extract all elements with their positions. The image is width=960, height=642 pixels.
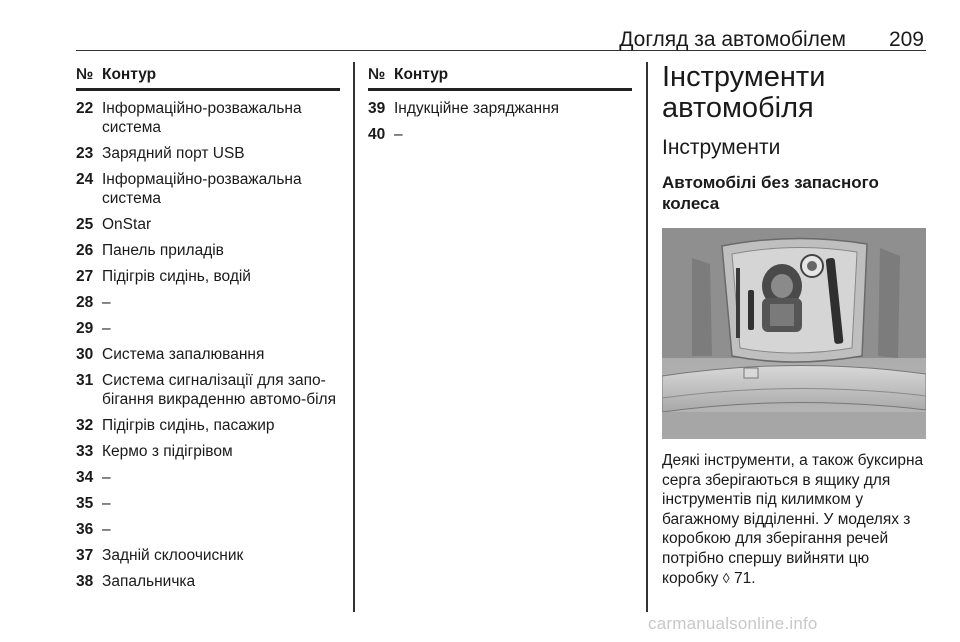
table-body bbox=[76, 99, 340, 591]
circuit-name: Підігрів сидінь, пасажир bbox=[102, 417, 275, 434]
table-row bbox=[76, 215, 340, 234]
fuse-number: 38 bbox=[76, 573, 94, 590]
fuse-table-right bbox=[368, 62, 632, 144]
circuit-name: – bbox=[394, 126, 403, 143]
circuit-name: – bbox=[102, 320, 111, 337]
page-reference[interactable]: 71. bbox=[733, 569, 756, 587]
col-name-header: Контур bbox=[102, 66, 157, 83]
fuse-number: 25 bbox=[76, 216, 94, 233]
circuit-name: – bbox=[102, 294, 111, 311]
fuse-number: 27 bbox=[76, 268, 94, 285]
circuit-name: Система запалювання bbox=[102, 346, 265, 363]
circuit-name: Система сигналізації для запо-бігання викраденню автомо-біля bbox=[102, 372, 336, 408]
table-body bbox=[368, 99, 632, 144]
fuse-number: 37 bbox=[76, 547, 94, 564]
circuit-name: – bbox=[102, 495, 111, 512]
watermark: carmanualsonline.info bbox=[648, 614, 818, 633]
circuit-name: Індукційне заряджання bbox=[394, 100, 560, 117]
fuse-number: 33 bbox=[76, 443, 94, 460]
fuse-number: 26 bbox=[76, 242, 94, 259]
table-row bbox=[76, 494, 340, 513]
table-row bbox=[76, 345, 340, 364]
page-number: 209 bbox=[888, 28, 924, 51]
fuse-number: 40 bbox=[368, 126, 386, 143]
subsection-heading: Інструменти bbox=[662, 136, 781, 159]
circuit-name: Підігрів сидінь, водій bbox=[102, 268, 251, 285]
col-num-header: № bbox=[76, 66, 94, 83]
circuit-name: Панель приладів bbox=[102, 242, 224, 259]
fuse-number: 39 bbox=[368, 100, 386, 117]
section-heading: Інструменти автомобіля bbox=[662, 61, 826, 124]
fuse-number: 31 bbox=[76, 372, 94, 389]
table-header bbox=[368, 62, 632, 91]
description-text: Деякі інструменти, а також буксирна серга зберігаються в ящику для інструментів під килимком у багажному відділенні. У моделях з коробкою для зберігання речей потрібно спершу вийняти цю коробку bbox=[662, 452, 924, 587]
table-row bbox=[76, 241, 340, 260]
table-header bbox=[76, 62, 340, 91]
arrow-reference-icon: ◊ bbox=[722, 569, 730, 586]
table-row bbox=[76, 319, 340, 338]
fuse-number: 24 bbox=[76, 171, 94, 188]
column-divider bbox=[646, 62, 648, 612]
col-num-header: № bbox=[368, 66, 386, 83]
table-row bbox=[76, 546, 340, 565]
table-row bbox=[76, 371, 340, 409]
circuit-name: – bbox=[102, 469, 111, 486]
circuit-name: OnStar bbox=[102, 216, 152, 233]
description-paragraph bbox=[662, 451, 926, 588]
tool-kit-photo bbox=[662, 228, 926, 439]
circuit-name: Запальничка bbox=[102, 573, 196, 590]
table-row bbox=[76, 572, 340, 591]
sub-subsection-heading: Автомобілі без запасного колеса bbox=[662, 173, 879, 213]
col-name-header: Контур bbox=[394, 66, 449, 83]
table-row bbox=[368, 99, 632, 118]
page-header bbox=[76, 0, 926, 51]
circuit-name: Кермо з підігрівом bbox=[102, 443, 233, 460]
page-title: Догляд за автомобілем bbox=[619, 28, 846, 51]
table-row bbox=[368, 125, 632, 144]
table-row bbox=[76, 442, 340, 461]
table-row bbox=[76, 520, 340, 539]
tools-section bbox=[662, 62, 926, 588]
table-row bbox=[76, 267, 340, 286]
column-divider bbox=[353, 62, 355, 612]
fuse-number: 34 bbox=[76, 469, 94, 486]
fuse-number: 32 bbox=[76, 417, 94, 434]
fuse-number: 30 bbox=[76, 346, 94, 363]
table-row bbox=[76, 170, 340, 208]
fuse-number: 35 bbox=[76, 495, 94, 512]
fuse-number: 23 bbox=[76, 145, 94, 162]
table-row bbox=[76, 468, 340, 487]
circuit-name: Інформаційно-розважальна система bbox=[102, 100, 302, 136]
circuit-name: – bbox=[102, 521, 111, 538]
fuse-number: 28 bbox=[76, 294, 94, 311]
fuse-number: 36 bbox=[76, 521, 94, 538]
fuse-number: 29 bbox=[76, 320, 94, 337]
table-row bbox=[76, 144, 340, 163]
circuit-name: Задній склоочисник bbox=[102, 547, 244, 564]
fuse-table-left bbox=[76, 62, 340, 591]
table-row bbox=[76, 293, 340, 312]
circuit-name: Інформаційно-розважальна система bbox=[102, 171, 302, 207]
fuse-number: 22 bbox=[76, 100, 94, 117]
table-row bbox=[76, 99, 340, 137]
table-row bbox=[76, 416, 340, 435]
circuit-name: Зарядний порт USB bbox=[102, 145, 245, 162]
